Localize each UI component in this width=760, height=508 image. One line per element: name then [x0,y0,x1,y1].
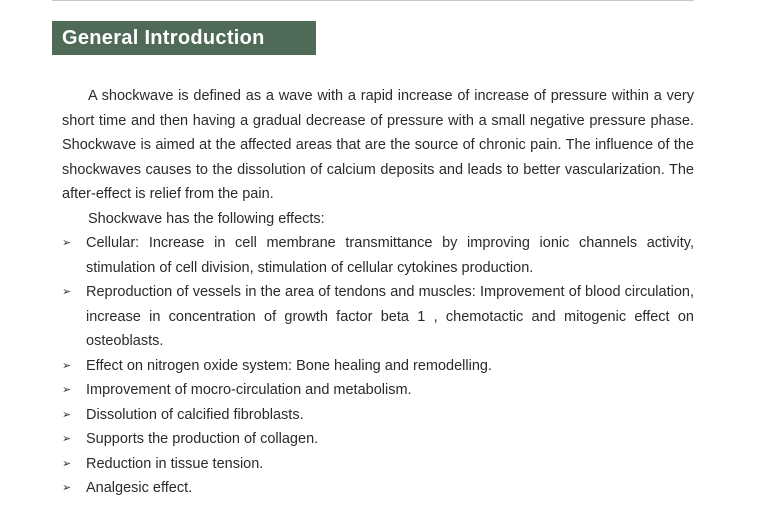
list-item [62,403,694,428]
arrowhead-bullet-icon: ➢ [62,457,72,470]
list-item [62,354,694,379]
arrowhead-bullet-icon: ➢ [62,359,72,372]
arrowhead-bullet-icon: ➢ [62,433,72,445]
article-body [62,84,694,501]
effects-list [62,231,694,501]
list-item-text: Supports the production of collagen. [86,431,319,447]
intro-paragraph: A shockwave is defined as a wave with a rapid increase of increase of pressure within a very short time and then having a gradual decrease of pressure with a small negative pressure phase. Shockwave is aimed at the affected areas that are the source of chronic pain. The influence of the shockwaves causes to the dissolution of calcium deposits and leads to better vascularization. The after-effect is relief from the pain. [62,88,694,202]
list-item-text: Reproduction of vessels in the area of tendons and muscles: Improvement of blood circulation, increase in concentration of growth factor beta 1 , chemotactic and mitogenic effect on osteoblasts. [86,284,694,349]
arrowhead-bullet-icon: ➢ [62,286,72,298]
list-item [62,476,694,501]
arrowhead-bullet-icon: ➢ [62,237,72,249]
list-item [62,231,694,280]
list-item [62,280,694,354]
list-item [62,452,694,477]
arrowhead-bullet-icon: ➢ [62,408,72,421]
list-item-text: Improvement of mocro-circulation and metabolism. [86,382,412,398]
effects-intro: Shockwave has the following effects: [88,210,325,227]
list-item-text: Reduction in tissue tension. [86,455,264,472]
arrowhead-bullet-icon: ➢ [62,384,72,396]
section-title: General Introduction [52,21,316,55]
list-item-text: Cellular: Increase in cell membrane transmittance by improving ionic channels activity, stimulation of cell division, stimulation of cellular cytokines production. [86,235,694,276]
list-item-text: Effect on nitrogen oxide system: Bone healing and remodelling. [86,357,492,374]
list-item-text: Dissolution of calcified fibroblasts. [86,406,304,423]
list-item [62,427,694,452]
top-divider [52,0,694,1]
list-item [62,378,694,403]
list-item-text: Analgesic effect. [86,480,193,496]
arrowhead-bullet-icon: ➢ [62,482,72,494]
